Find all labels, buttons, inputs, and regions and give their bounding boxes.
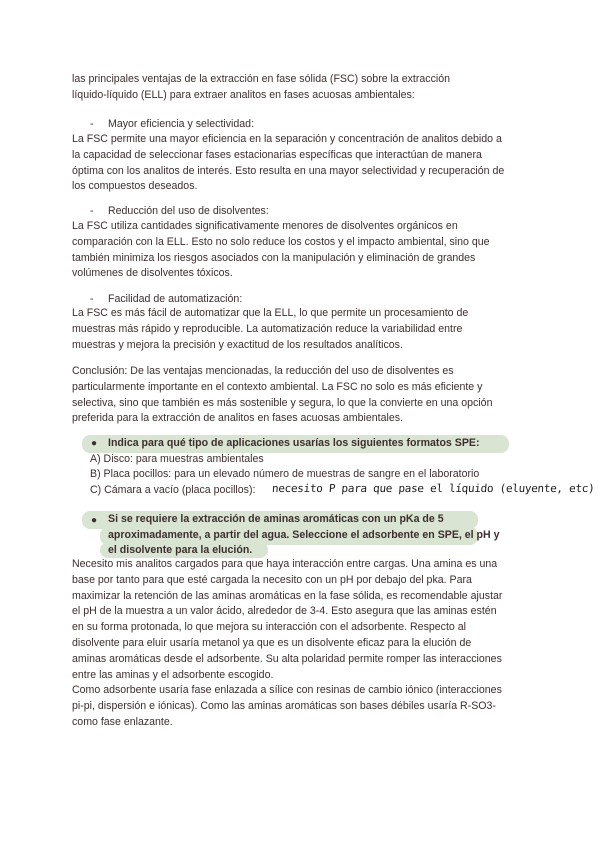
option-b: B) Placa pocillos: para un elevado número de muestras de sangre en el laboratorio (90, 468, 480, 480)
section-dash: - (90, 118, 94, 130)
option-a: A) Disco: para muestras ambientales (90, 453, 264, 465)
intro-paragraph (72, 72, 532, 104)
section-body (72, 306, 532, 353)
section-body (72, 219, 532, 282)
section-dash: - (90, 293, 94, 305)
conclusion-line: selectiva, sino que también es más sostenible y segura, lo que la convierte en una opción (72, 396, 493, 409)
section-line: óptima con los analitos de interés. Esto resulta en una mayor selectividad y recuperación de (72, 164, 505, 177)
question-line: el disolvente para la elución. (108, 544, 253, 556)
section-dash: - (90, 205, 94, 217)
section-line: La FSC es más fácil de automatizar que la ELL, lo que permite un procesamiento de (72, 307, 469, 319)
conclusion-line: Conclusión: De las ventajas mencionadas, la reducción del uso de disolventes es (72, 365, 454, 377)
bullet-icon: ● (91, 515, 98, 526)
answer-line: disolvente para eluir usaría metanol ya que es un disolvente eficaz para la elución de (72, 636, 472, 649)
answer-line: Necesito mis analitos cargados para que haya interacción entre cargas. Una amina es una (72, 558, 498, 570)
answer-line: en su forma protonada, lo que mejora su interacción con el adsorbente. Respecto al (72, 621, 466, 634)
section-title: Facilidad de automatización: (108, 293, 243, 305)
conclusion-line: particularmente importante en el contexto ambiental. La FSC no solo es más eficiente y (72, 380, 483, 393)
section-line: la capacidad de seleccionar fases estacionarias específicas que interactúan de manera (72, 148, 482, 161)
answer-line: maximizar la retención de las aminas aromáticas en la fase sólida, es recomendable ajustar (72, 589, 503, 602)
answer-line: Como adsorbente usaría fase enlazada a sílice con resinas de cambio iónico (interacciones (72, 684, 502, 697)
section-line: los compuestos deseados. (72, 180, 198, 193)
answer-line: aminas aromáticas desde el adsorbente. Su alta polaridad permite romper las interacciones (72, 652, 502, 665)
conclusion-line: preferida para la extracción de analitos en fases acuosas ambientales. (72, 412, 403, 425)
section-title: Mayor eficiencia y selectividad: (108, 118, 255, 130)
section-line: La FSC permite una mayor eficiencia en la separación y concentración de analitos debido a (72, 133, 502, 145)
answer-line: base por tanto para que esté cargada la necesito con un pH por debajo del pka. Para (72, 573, 472, 586)
question-line: Si se requiere la extracción de aminas aromáticas con un pKa de 5 (108, 513, 444, 525)
section-line: La FSC utiliza cantidades significativamente menores de disolventes orgánicos en (72, 220, 458, 232)
conclusion-paragraph (72, 364, 532, 427)
section-title: Reducción del uso de disolventes: (108, 205, 269, 217)
question-line: aproximadamente, a partir del agua. Seleccione el adsorbente en SPE, el pH y (108, 529, 500, 541)
section-body (72, 132, 532, 195)
option-c: C) Cámara a vacío (placa pocillos): (90, 484, 256, 496)
section-line: comparación con la ELL. Esto no solo reduce los costos y el impacto ambiental, sino que (72, 235, 490, 248)
intro-line: las principales ventajas de la extracción en fase sólida (FSC) sobre la extracción (72, 73, 451, 85)
answer-line: pi-pi, dispersión e iónicas). Como las aminas aromáticas son bases débiles usaría R-SO3- (72, 700, 496, 713)
section-line: también minimiza los riesgos asociados con la manipulación y eliminación de grandes (72, 251, 476, 264)
answer-line: el pH de la muestra a un valor ácido, alrededor de 3-4. Esto asegura que las aminas estén (72, 605, 497, 618)
section-line: volúmenes de disolventes tóxicos. (72, 267, 233, 280)
section-line: muestras y mejora la precisión y exactitud de los resultados analíticos. (72, 338, 403, 351)
answer-paragraph (72, 557, 542, 731)
section-line: muestras más rápido y reproducible. La automatización reduce la variabilidad entre (72, 322, 463, 335)
bullet-icon: ● (91, 438, 98, 449)
question-text: Indica para qué tipo de aplicaciones usarías los siguientes formatos SPE: (108, 437, 480, 449)
answer-line: entre las aminas y el adsorbente escogido. (72, 668, 274, 681)
answer-line: como fase enlazante. (72, 715, 173, 728)
handwritten-answer: necesito P para que pase el líquido (eluyente, etc) (271, 482, 595, 495)
intro-line: líquido-líquido (ELL) para extraer analitos en fases acuosas ambientales: (72, 88, 415, 101)
